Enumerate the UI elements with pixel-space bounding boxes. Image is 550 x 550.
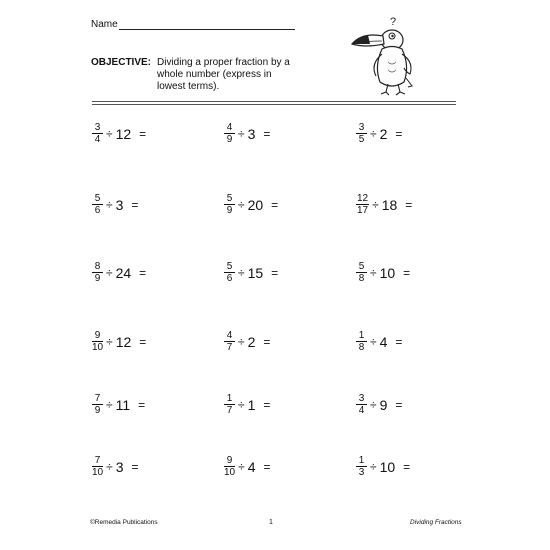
denominator: 8 — [358, 273, 365, 284]
division-sign: ÷ — [106, 459, 113, 474]
denominator: 3 — [358, 467, 365, 478]
fraction — [92, 330, 103, 353]
equals-sign: = — [139, 334, 147, 349]
problem-item — [92, 193, 138, 216]
division-sign: ÷ — [106, 397, 113, 412]
numerator: 9 — [224, 455, 235, 467]
fraction — [92, 193, 103, 216]
problem-item — [356, 261, 410, 284]
problem-item — [224, 455, 271, 478]
equals-sign: = — [263, 126, 271, 141]
header-divider-top — [92, 101, 456, 102]
whole-number: 20 — [247, 196, 264, 213]
equals-sign: = — [405, 197, 413, 212]
problem-item — [92, 393, 145, 416]
whole-number: 3 — [115, 196, 124, 213]
whole-number: 2 — [247, 333, 256, 350]
name-field[interactable] — [119, 20, 295, 30]
fraction — [356, 455, 367, 478]
fraction — [92, 393, 103, 416]
numerator: 5 — [92, 193, 103, 205]
whole-number: 3 — [247, 125, 256, 142]
problem-item — [356, 122, 402, 145]
fraction — [356, 122, 367, 145]
denominator: 6 — [94, 205, 101, 216]
problem-item — [356, 193, 412, 216]
problem-item — [356, 455, 410, 478]
fraction — [224, 122, 235, 145]
numerator: 12 — [357, 193, 369, 204]
problem-item — [224, 122, 270, 145]
equals-sign: = — [403, 459, 411, 474]
fraction — [224, 330, 235, 353]
whole-number: 12 — [115, 125, 132, 142]
objective-text: Dividing a proper fraction by a whole number (express in lowest terms). — [157, 57, 290, 92]
numerator: 1 — [356, 330, 367, 342]
denominator: 8 — [358, 342, 365, 353]
numerator: 1 — [224, 393, 235, 405]
footer-title: Dividing Fractions — [410, 519, 462, 526]
whole-number: 4 — [247, 458, 256, 475]
denominator: 17 — [357, 205, 369, 216]
equals-sign: = — [131, 197, 139, 212]
division-sign: ÷ — [238, 265, 245, 280]
whole-number: 10 — [379, 458, 396, 475]
problem-item — [92, 122, 146, 145]
equals-sign: = — [271, 265, 279, 280]
question-mark-glyph: ? — [390, 16, 397, 28]
numerator: 3 — [356, 122, 367, 134]
fraction — [224, 261, 235, 284]
numerator: 5 — [356, 261, 367, 273]
problem-item — [224, 193, 278, 216]
numerator: 4 — [224, 122, 235, 134]
denominator: 5 — [358, 134, 365, 145]
fraction — [224, 455, 235, 478]
whole-number: 2 — [379, 125, 388, 142]
problem-item — [356, 393, 402, 416]
division-sign: ÷ — [370, 126, 377, 141]
problem-item — [92, 330, 146, 353]
denominator: 10 — [92, 342, 104, 353]
objective — [91, 57, 301, 93]
division-sign: ÷ — [106, 126, 113, 141]
fraction — [356, 393, 367, 416]
division-sign: ÷ — [238, 397, 245, 412]
division-sign: ÷ — [238, 126, 245, 141]
fraction — [356, 261, 367, 284]
division-sign: ÷ — [370, 265, 377, 280]
division-sign: ÷ — [238, 459, 245, 474]
equals-sign: = — [139, 126, 147, 141]
numerator: 3 — [356, 393, 367, 405]
fraction — [92, 261, 103, 284]
numerator: 5 — [224, 193, 235, 205]
equals-sign: = — [403, 265, 411, 280]
equals-sign: = — [271, 197, 279, 212]
fraction — [356, 193, 369, 216]
equals-sign: = — [263, 397, 271, 412]
whole-number: 18 — [381, 196, 398, 213]
footer-publisher: ©Remedia Publications — [90, 519, 158, 526]
denominator: 9 — [226, 134, 233, 145]
denominator: 9 — [94, 273, 101, 284]
division-sign: ÷ — [106, 334, 113, 349]
whole-number: 9 — [379, 396, 388, 413]
equals-sign: = — [131, 459, 139, 474]
denominator: 7 — [226, 405, 233, 416]
division-sign: ÷ — [106, 197, 113, 212]
numerator: 5 — [224, 261, 235, 273]
problem-item — [92, 261, 146, 284]
denominator: 7 — [226, 342, 233, 353]
denominator: 4 — [94, 134, 101, 145]
name-row — [91, 19, 295, 30]
denominator: 4 — [358, 405, 365, 416]
header-divider-bottom — [92, 104, 456, 105]
toucan-bird-icon — [348, 14, 420, 98]
numerator: 1 — [356, 455, 367, 467]
fraction — [356, 330, 367, 353]
equals-sign: = — [263, 459, 271, 474]
numerator: 8 — [92, 261, 103, 273]
denominator: 10 — [92, 467, 104, 478]
numerator: 7 — [92, 393, 103, 405]
whole-number: 12 — [115, 333, 132, 350]
fraction — [224, 193, 235, 216]
numerator: 4 — [224, 330, 235, 342]
whole-number: 24 — [115, 264, 132, 281]
equals-sign: = — [138, 397, 146, 412]
footer-page-number: 1 — [269, 519, 273, 526]
whole-number: 4 — [379, 333, 388, 350]
denominator: 6 — [226, 273, 233, 284]
whole-number: 11 — [115, 396, 131, 413]
whole-number: 3 — [115, 458, 124, 475]
equals-sign: = — [139, 265, 147, 280]
division-sign: ÷ — [370, 459, 377, 474]
whole-number: 1 — [247, 396, 256, 413]
division-sign: ÷ — [106, 265, 113, 280]
division-sign: ÷ — [238, 197, 245, 212]
denominator: 9 — [94, 405, 101, 416]
denominator: 10 — [224, 467, 236, 478]
equals-sign: = — [395, 397, 403, 412]
equals-sign: = — [395, 126, 403, 141]
whole-number: 10 — [379, 264, 396, 281]
numerator: 7 — [92, 455, 103, 467]
numerator: 3 — [92, 122, 103, 134]
denominator: 9 — [226, 205, 233, 216]
fraction — [92, 455, 103, 478]
division-sign: ÷ — [372, 197, 379, 212]
equals-sign: = — [263, 334, 271, 349]
fraction — [92, 122, 103, 145]
whole-number: 15 — [247, 264, 264, 281]
problem-item — [92, 455, 139, 478]
fraction — [224, 393, 235, 416]
objective-label: OBJECTIVE: — [91, 57, 152, 68]
name-label: Name — [91, 19, 118, 30]
division-sign: ÷ — [370, 334, 377, 349]
problem-item — [224, 330, 270, 353]
equals-sign: = — [395, 334, 403, 349]
division-sign: ÷ — [370, 397, 377, 412]
problem-item — [356, 330, 402, 353]
problem-item — [224, 261, 278, 284]
division-sign: ÷ — [238, 334, 245, 349]
numerator: 9 — [92, 330, 103, 342]
problem-item — [224, 393, 270, 416]
